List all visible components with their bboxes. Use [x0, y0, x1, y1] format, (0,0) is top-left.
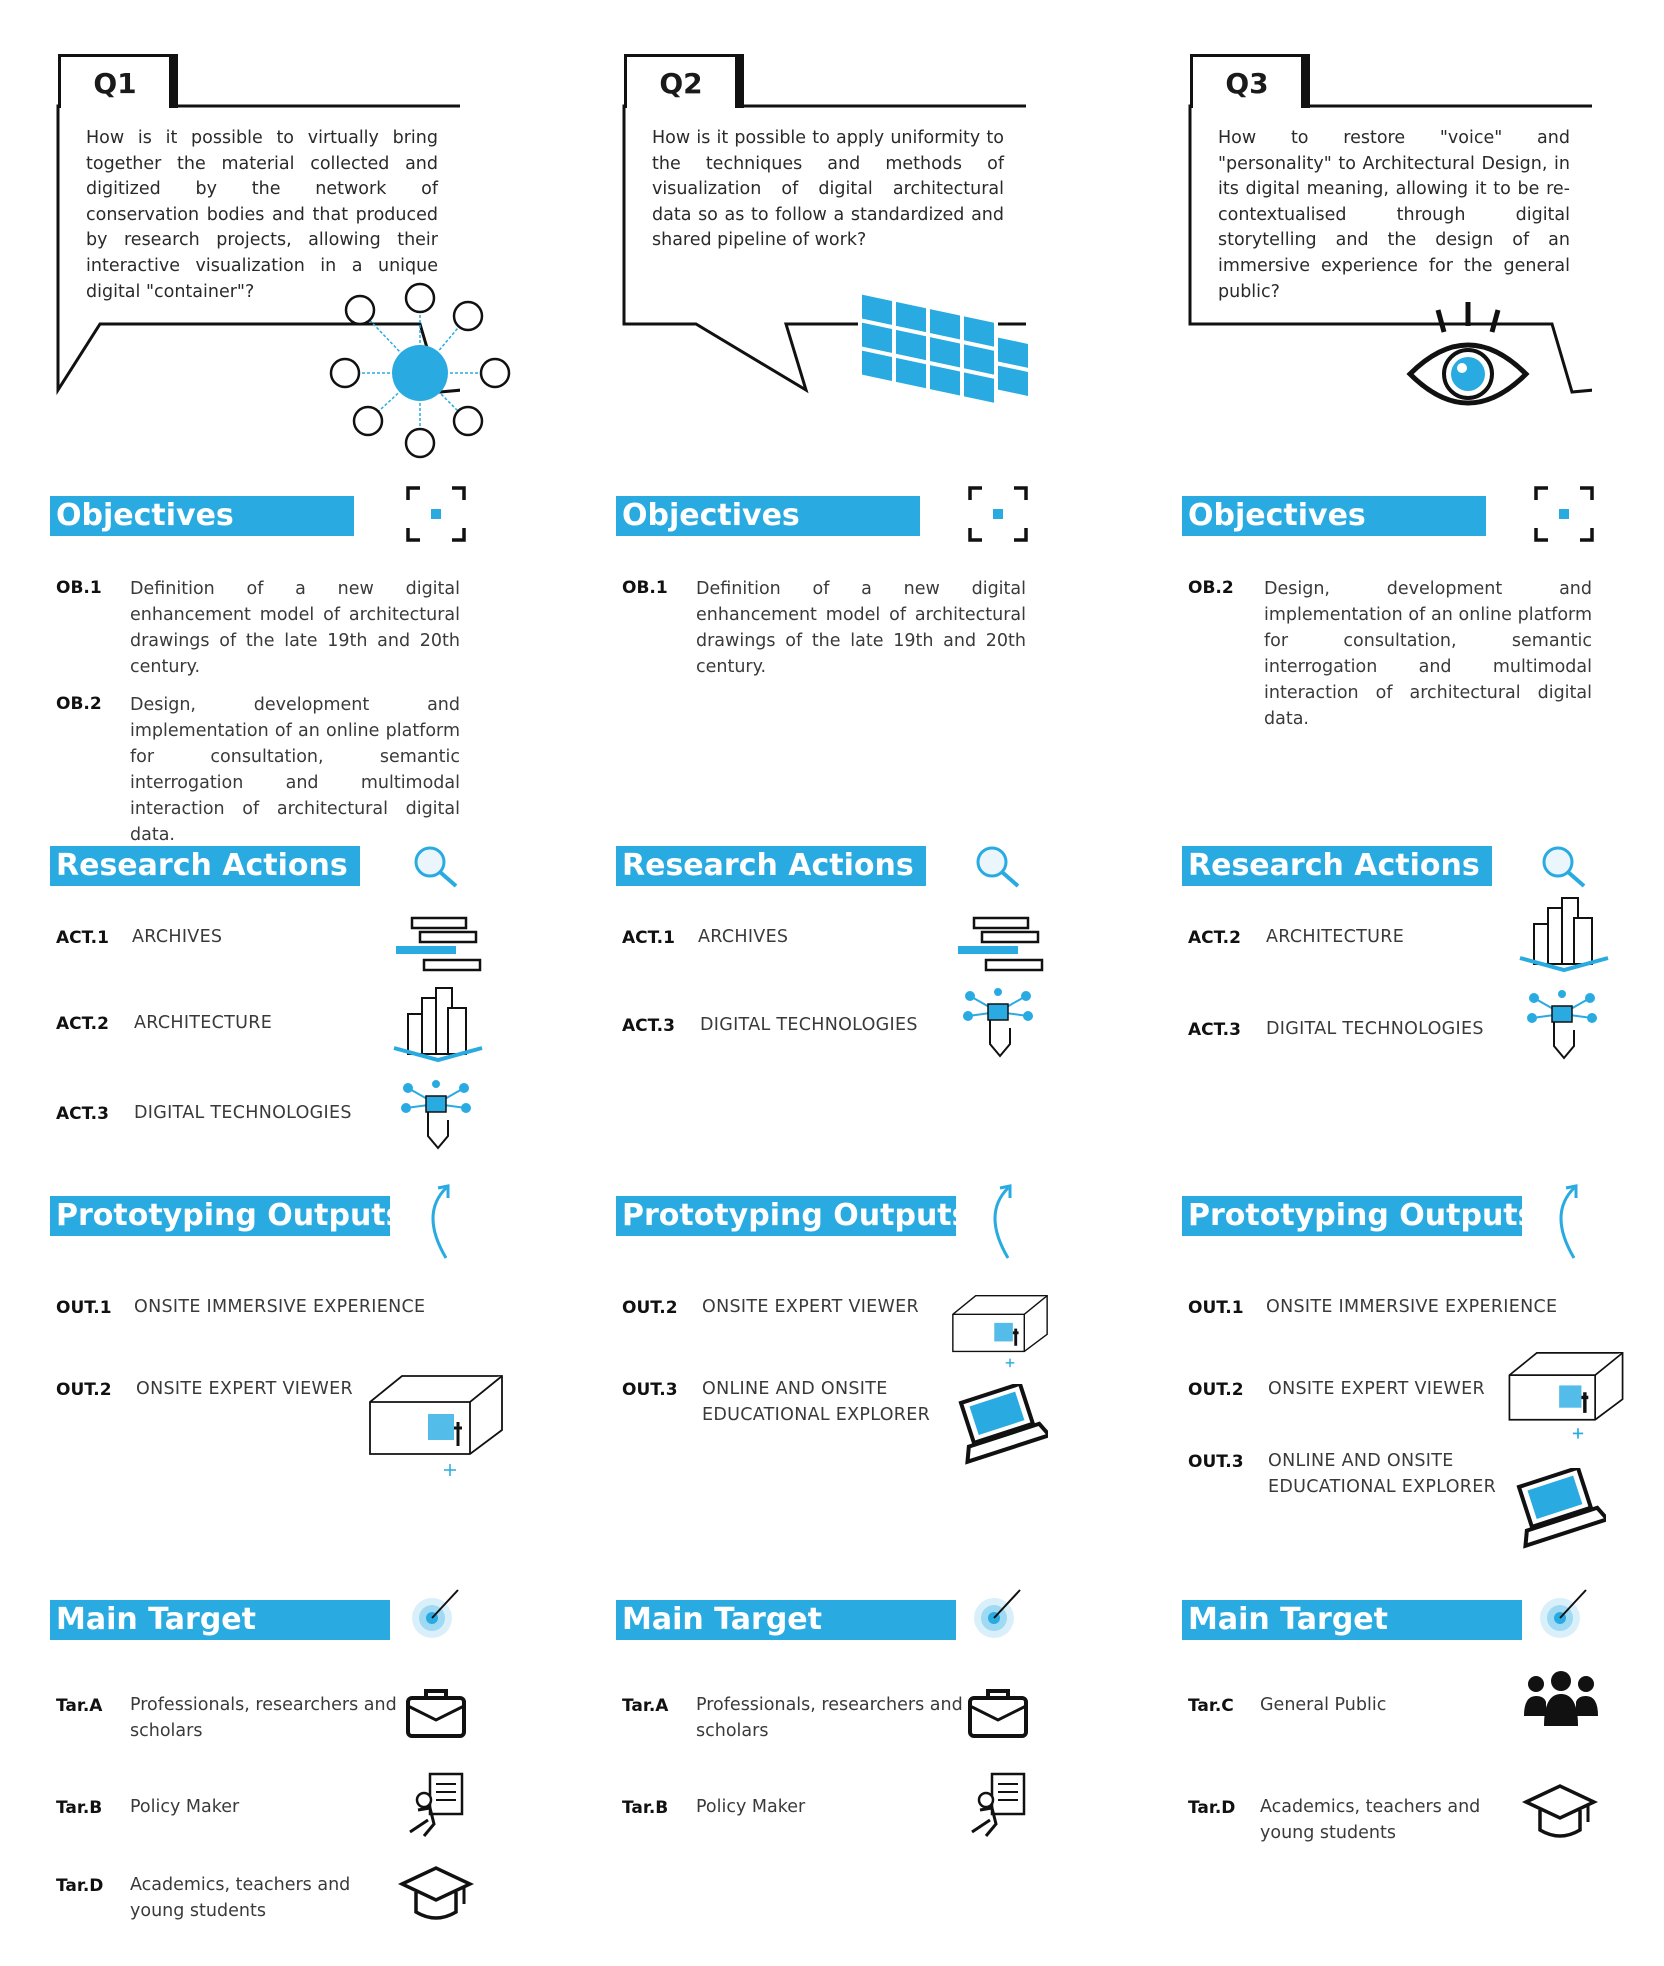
magnifier-icon — [410, 842, 462, 890]
action-code: ACT.1 — [56, 928, 109, 948]
viewer-room-icon — [950, 1290, 1050, 1370]
target-icon — [1536, 1584, 1592, 1642]
prototyping-outputs-heading: Prototyping Outputs — [616, 1196, 956, 1236]
laptop-icon — [1510, 1468, 1606, 1552]
curved-arrow-icon — [1544, 1184, 1584, 1262]
objective-text: Definition of a new digital enhancement model of architectural drawings of the late 19th and 20th century. — [130, 579, 460, 677]
curved-arrow-icon — [416, 1184, 456, 1262]
target-text: General Public — [1260, 1695, 1387, 1715]
output-code: OUT.2 — [622, 1298, 678, 1318]
column-q3 — [1132, 0, 1592, 1966]
question-text: How is it possible to virtually bring together the material collected and digitized by the network of conservation bodies and that produced by research projects, allowing their interactive visualization in a unique digital "container"? — [86, 128, 438, 302]
buildings-icon — [1516, 894, 1612, 974]
target-code: Tar.A — [56, 1696, 103, 1716]
graduation-cap-icon — [398, 1862, 474, 1924]
magnifier-icon — [1538, 842, 1590, 890]
briefcase-icon — [966, 1686, 1030, 1740]
target-code: Tar.D — [56, 1876, 104, 1896]
action-text: ARCHITECTURE — [134, 1013, 273, 1033]
question-label: Q2 — [624, 54, 738, 108]
action-text: DIGITAL TECHNOLOGIES — [700, 1015, 918, 1035]
output-text: ONSITE IMMERSIVE EXPERIENCE — [134, 1297, 426, 1317]
target-text: Academics, teachers and young students — [130, 1875, 351, 1921]
output-code: OUT.3 — [622, 1380, 678, 1400]
main-target-heading: Main Target — [1182, 1600, 1522, 1640]
eye-icon — [1402, 296, 1532, 416]
target-text: Policy Maker — [696, 1797, 806, 1817]
output-code: OUT.1 — [56, 1298, 112, 1318]
question-label: Q3 — [1190, 54, 1304, 108]
viewer-room-icon — [1506, 1346, 1626, 1442]
action-text: ARCHIVES — [698, 927, 789, 947]
action-text: ARCHITECTURE — [1266, 927, 1405, 947]
main-target-heading: Main Target — [616, 1600, 956, 1640]
action-code: ACT.2 — [56, 1014, 109, 1034]
action-code: ACT.3 — [622, 1016, 675, 1036]
target-icon — [970, 1584, 1026, 1642]
objective-code: OB.2 — [56, 694, 102, 714]
target-code: Tar.C — [1188, 1696, 1234, 1716]
objective-text: Definition of a new digital enhancement model of architectural drawings of the late 19th and 20th century. — [696, 579, 1026, 677]
archive-stack-icon — [392, 914, 482, 976]
output-code: OUT.2 — [1188, 1380, 1244, 1400]
main-target-heading: Main Target — [50, 1600, 390, 1640]
target-text: Professionals, researchers and scholars — [130, 1695, 397, 1741]
output-text: ONLINE AND ONSITE EDUCATIONAL EXPLORER — [702, 1379, 931, 1425]
objective-code: OB.2 — [1188, 578, 1234, 598]
target-code: Tar.A — [622, 1696, 669, 1716]
viewer-room-icon — [366, 1368, 506, 1480]
objectives-heading: Objectives — [616, 496, 920, 536]
grid-panels-icon — [840, 278, 1040, 418]
magnifier-icon — [972, 842, 1024, 890]
focus-frame-icon — [404, 484, 468, 544]
objective-code: OB.1 — [56, 578, 102, 598]
policy-maker-icon — [966, 1770, 1030, 1840]
buildings-icon — [390, 984, 486, 1064]
people-group-icon — [1522, 1670, 1600, 1728]
column-q1 — [0, 0, 460, 1966]
digital-hand-icon — [1524, 990, 1600, 1062]
column-q2 — [566, 0, 1026, 1966]
objectives-heading: Objectives — [50, 496, 354, 536]
output-text: ONSITE EXPERT VIEWER — [1268, 1379, 1485, 1399]
policy-maker-icon — [404, 1770, 468, 1840]
output-text: ONSITE IMMERSIVE EXPERIENCE — [1266, 1297, 1558, 1317]
network-node-icon — [320, 278, 520, 468]
objective-code: OB.1 — [622, 578, 668, 598]
output-text: ONSITE EXPERT VIEWER — [136, 1379, 353, 1399]
focus-frame-icon — [966, 484, 1030, 544]
action-text: DIGITAL TECHNOLOGIES — [134, 1103, 352, 1123]
graduation-cap-icon — [1522, 1780, 1598, 1842]
objectives-heading: Objectives — [1182, 496, 1486, 536]
action-code: ACT.3 — [56, 1104, 109, 1124]
question-label: Q1 — [58, 54, 172, 108]
question-text: How is it possible to apply uniformity to the techniques and methods of visualization of digital architectural data so as to follow a standardized and shared pipeline of work? — [652, 128, 1004, 251]
action-code: ACT.3 — [1188, 1020, 1241, 1040]
target-code: Tar.D — [1188, 1798, 1236, 1818]
output-text: ONLINE AND ONSITE EDUCATIONAL EXPLORER — [1268, 1451, 1497, 1497]
objective-text: Design, development and implementation of an online platform for consultation, semantic interrogation and multimodal interaction of architectural digital data. — [1264, 579, 1592, 729]
research-actions-heading: Research Actions — [50, 846, 360, 886]
action-code: ACT.1 — [622, 928, 675, 948]
target-text: Professionals, researchers and scholars — [696, 1695, 963, 1741]
target-code: Tar.B — [622, 1798, 669, 1818]
briefcase-icon — [404, 1686, 468, 1740]
target-icon — [408, 1584, 464, 1642]
curved-arrow-icon — [978, 1184, 1018, 1262]
archive-stack-icon — [954, 914, 1044, 976]
target-text: Policy Maker — [130, 1797, 240, 1817]
action-code: ACT.2 — [1188, 928, 1241, 948]
prototyping-outputs-heading: Prototyping Outputs — [1182, 1196, 1522, 1236]
target-text: Academics, teachers and young students — [1260, 1797, 1481, 1843]
laptop-icon — [952, 1384, 1048, 1468]
digital-hand-icon — [398, 1080, 474, 1152]
research-actions-heading: Research Actions — [1182, 846, 1492, 886]
research-actions-heading: Research Actions — [616, 846, 926, 886]
action-text: ARCHIVES — [132, 927, 223, 947]
target-code: Tar.B — [56, 1798, 103, 1818]
objective-text: Design, development and implementation of an online platform for consultation, semantic interrogation and multimodal interaction of architectural digital data. — [130, 695, 460, 845]
output-code: OUT.1 — [1188, 1298, 1244, 1318]
action-text: DIGITAL TECHNOLOGIES — [1266, 1019, 1484, 1039]
output-code: OUT.3 — [1188, 1452, 1244, 1472]
digital-hand-icon — [960, 988, 1036, 1060]
question-text: How to restore "voice" and "personality" to Architectural Design, in its digital meaning, allowing it to be re-contextualised through digital storytelling and the design of an immersive experience for the general public? — [1218, 128, 1570, 302]
output-code: OUT.2 — [56, 1380, 112, 1400]
focus-frame-icon — [1532, 484, 1596, 544]
prototyping-outputs-heading: Prototyping Outputs — [50, 1196, 390, 1236]
output-text: ONSITE EXPERT VIEWER — [702, 1297, 919, 1317]
